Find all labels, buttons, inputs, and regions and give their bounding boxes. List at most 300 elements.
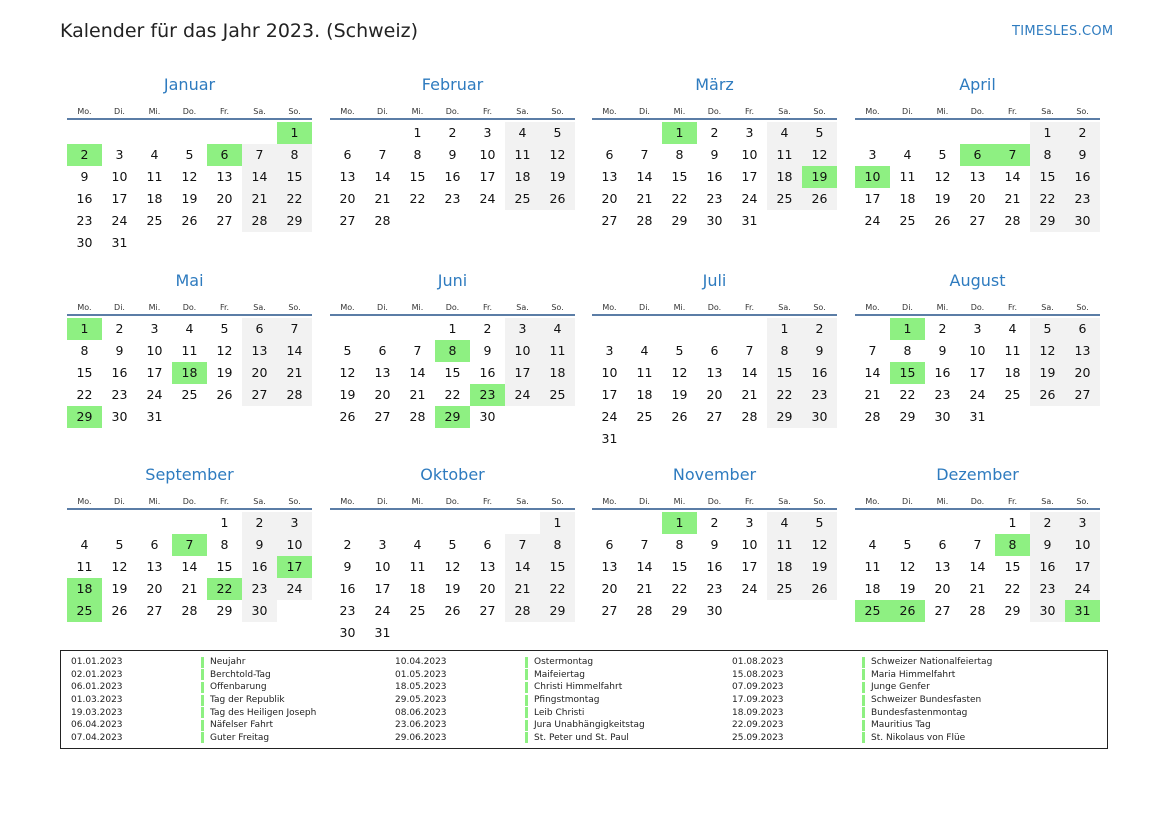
weekday-label: So. — [813, 303, 826, 312]
day-cell: 29 — [540, 600, 575, 622]
holiday-day-cell: 10 — [855, 166, 890, 188]
day-cell: 10 — [741, 147, 758, 162]
legend-date: 08.06.2023 — [395, 707, 447, 718]
day-cell: 10 — [969, 343, 986, 358]
day-cell: 20 — [242, 362, 277, 384]
day-cell: 31 — [601, 431, 618, 446]
day-cell: 9 — [1065, 144, 1100, 166]
weekday-label: Do. — [445, 497, 460, 506]
holiday-day-cell: 25 — [67, 600, 102, 622]
legend-holiday-name: Pfingstmontag — [534, 695, 600, 706]
day-cell: 27 — [216, 213, 233, 228]
day-cell: 4 — [413, 537, 422, 552]
day-cell: 8 — [413, 147, 422, 162]
holiday-day-cell: 2 — [67, 144, 102, 166]
weekday-label: Sa. — [253, 107, 266, 116]
weekday-header — [855, 486, 1100, 510]
empty-cell — [172, 122, 207, 144]
legend-date: 23.06.2023 — [395, 720, 447, 731]
day-cell: 17 — [864, 191, 881, 206]
month-name: Dezember — [936, 465, 1019, 484]
day-cell: 5 — [343, 343, 352, 358]
day-cell: 31 — [146, 409, 163, 424]
weekday-label: Mi. — [411, 107, 424, 116]
day-cell: 24 — [864, 213, 881, 228]
day-cell: 7 — [378, 147, 387, 162]
legend-row — [395, 656, 645, 669]
day-cell: 7 — [505, 534, 540, 556]
day-cell: 14 — [1004, 169, 1021, 184]
day-cell: 5 — [540, 122, 575, 144]
holiday-day-cell: 19 — [802, 166, 837, 188]
day-cell: 30 — [706, 603, 723, 618]
month-name: November — [672, 465, 757, 484]
day-cell: 17 — [969, 365, 986, 380]
day-grid — [592, 318, 837, 450]
day-grid — [855, 318, 1100, 428]
weekday-label: So. — [551, 303, 564, 312]
day-cell: 30 — [934, 409, 951, 424]
day-cell: 16 — [1065, 166, 1100, 188]
weekday-label: Do. — [445, 107, 460, 116]
day-cell: 3 — [745, 125, 754, 140]
weekday-label: So. — [1076, 497, 1089, 506]
day-cell: 29 — [277, 210, 312, 232]
day-cell: 29 — [767, 406, 802, 428]
weekday-label: Fr. — [1007, 303, 1018, 312]
empty-cell — [627, 318, 662, 340]
weekday-label: Do. — [445, 303, 460, 312]
day-cell: 1 — [220, 515, 229, 530]
holiday-day-cell: 31 — [1065, 600, 1100, 622]
weekday-label: Mo. — [865, 497, 880, 506]
day-cell: 15 — [671, 559, 688, 574]
day-cell: 9 — [242, 534, 277, 556]
holiday-day-cell: 1 — [890, 318, 925, 340]
day-cell: 2 — [483, 321, 492, 336]
day-cell: 14 — [242, 166, 277, 188]
weekday-header — [592, 96, 837, 120]
day-cell: 21 — [277, 362, 312, 384]
day-cell: 20 — [601, 581, 618, 596]
day-cell: 21 — [864, 387, 881, 402]
day-cell: 24 — [601, 409, 618, 424]
day-cell: 9 — [802, 340, 837, 362]
legend-holiday-name: Näfelser Fahrt — [210, 720, 274, 731]
day-cell: 2 — [115, 321, 124, 336]
day-cell: 13 — [242, 340, 277, 362]
weekday-label: Sa. — [253, 497, 266, 506]
day-cell: 31 — [969, 409, 986, 424]
day-cell: 12 — [802, 144, 837, 166]
day-cell: 22 — [1004, 581, 1021, 596]
day-cell: 12 — [111, 559, 128, 574]
day-cell: 6 — [938, 537, 947, 552]
legend-holiday-name: Tag der Republik — [210, 695, 285, 706]
day-cell: 14 — [741, 365, 758, 380]
day-cell: 25 — [409, 603, 426, 618]
legend-row — [395, 681, 645, 694]
legend-date: 01.01.2023 — [71, 657, 123, 668]
empty-cell — [330, 122, 365, 144]
holiday-marker-icon — [862, 707, 865, 718]
weekday-label: Mi. — [411, 303, 424, 312]
holiday-marker-icon — [525, 669, 528, 680]
day-cell: 11 — [767, 144, 802, 166]
weekday-label: Fr. — [482, 303, 493, 312]
day-cell: 22 — [444, 387, 461, 402]
weekday-label: Fr. — [1007, 107, 1018, 116]
weekday-label: Di. — [377, 107, 388, 116]
holiday-marker-icon — [862, 732, 865, 743]
day-cell: 4 — [540, 318, 575, 340]
day-cell: 28 — [277, 384, 312, 406]
legend-holiday-name: Tag des Heiligen Joseph — [210, 707, 317, 718]
weekday-label: Fr. — [219, 107, 230, 116]
day-cell: 13 — [374, 365, 391, 380]
empty-cell — [330, 318, 365, 340]
day-cell: 18 — [409, 581, 426, 596]
weekday-label: Mo. — [602, 497, 617, 506]
empty-cell — [137, 512, 172, 534]
day-cell: 30 — [802, 406, 837, 428]
day-cell: 16 — [76, 191, 93, 206]
weekday-label: Mo. — [602, 303, 617, 312]
weekday-label: Mi. — [148, 107, 161, 116]
legend-holiday-name: Leib Christi — [534, 707, 585, 718]
day-cell: 2 — [343, 537, 352, 552]
weekday-label: Do. — [707, 303, 722, 312]
weekday-label: Di. — [639, 107, 650, 116]
day-cell: 19 — [216, 365, 233, 380]
holiday-marker-icon — [525, 682, 528, 693]
day-cell: 7 — [640, 537, 649, 552]
day-cell: 16 — [934, 365, 951, 380]
weekday-label: So. — [551, 107, 564, 116]
day-cell: 26 — [444, 603, 461, 618]
day-cell: 4 — [505, 122, 540, 144]
day-cell: 20 — [969, 191, 986, 206]
weekday-label: Mi. — [936, 497, 949, 506]
day-cell: 6 — [378, 343, 387, 358]
weekday-label: Do. — [970, 497, 985, 506]
weekday-label: So. — [288, 107, 301, 116]
day-cell: 3 — [973, 321, 982, 336]
holiday-marker-icon — [862, 695, 865, 706]
day-cell: 23 — [339, 603, 356, 618]
day-cell: 20 — [479, 581, 496, 596]
empty-cell — [137, 122, 172, 144]
empty-cell — [592, 122, 627, 144]
day-cell: 28 — [636, 603, 653, 618]
empty-cell — [960, 512, 995, 534]
day-cell: 3 — [868, 147, 877, 162]
holiday-day-cell: 18 — [172, 362, 207, 384]
day-cell: 28 — [374, 213, 391, 228]
day-cell: 22 — [540, 578, 575, 600]
empty-cell — [400, 318, 435, 340]
month-name: Juli — [702, 271, 727, 290]
day-cell: 28 — [409, 409, 426, 424]
day-cell: 18 — [864, 581, 881, 596]
day-grid — [592, 122, 837, 232]
day-cell: 7 — [277, 318, 312, 340]
day-cell: 27 — [601, 603, 618, 618]
weekday-label: Di. — [639, 497, 650, 506]
day-cell: 19 — [802, 556, 837, 578]
day-grid — [592, 512, 837, 622]
legend-column — [732, 656, 992, 744]
day-cell: 21 — [969, 581, 986, 596]
month-name: August — [949, 271, 1006, 290]
day-cell: 18 — [505, 166, 540, 188]
day-cell: 30 — [706, 213, 723, 228]
day-cell: 5 — [115, 537, 124, 552]
holiday-marker-icon — [525, 732, 528, 743]
day-cell: 15 — [409, 169, 426, 184]
day-cell: 22 — [409, 191, 426, 206]
day-cell: 12 — [216, 343, 233, 358]
day-cell: 13 — [216, 169, 233, 184]
empty-cell — [627, 512, 662, 534]
day-cell: 31 — [111, 235, 128, 250]
legend-row — [71, 732, 316, 745]
day-cell: 18 — [767, 166, 802, 188]
day-cell: 7 — [868, 343, 877, 358]
day-cell: 2 — [710, 515, 719, 530]
day-cell: 11 — [146, 169, 163, 184]
holiday-day-cell: 7 — [995, 144, 1030, 166]
legend-date: 10.04.2023 — [395, 657, 447, 668]
legend-row — [732, 694, 992, 707]
empty-cell — [435, 512, 470, 534]
legend-date: 19.03.2023 — [71, 707, 123, 718]
day-cell: 11 — [864, 559, 881, 574]
weekday-label: So. — [288, 497, 301, 506]
day-cell: 31 — [741, 213, 758, 228]
day-cell: 4 — [868, 537, 877, 552]
legend-row — [395, 706, 645, 719]
weekday-label: Sa. — [516, 303, 529, 312]
day-grid — [855, 512, 1100, 622]
holiday-marker-icon — [862, 669, 865, 680]
day-cell: 30 — [111, 409, 128, 424]
holiday-day-cell: 8 — [995, 534, 1030, 556]
day-cell: 12 — [671, 365, 688, 380]
empty-cell — [330, 512, 365, 534]
day-cell: 9 — [343, 559, 352, 574]
legend-date: 01.03.2023 — [71, 695, 123, 706]
day-cell: 17 — [479, 169, 496, 184]
day-cell: 25 — [1004, 387, 1021, 402]
day-cell: 16 — [706, 169, 723, 184]
day-cell: 1 — [448, 321, 457, 336]
weekday-header — [330, 486, 575, 510]
day-cell: 9 — [115, 343, 124, 358]
holiday-day-cell: 1 — [662, 512, 697, 534]
holiday-marker-icon — [201, 682, 204, 693]
weekday-label: So. — [288, 303, 301, 312]
month-juni — [330, 270, 575, 428]
day-cell: 14 — [636, 169, 653, 184]
weekday-label: Sa. — [778, 107, 791, 116]
day-cell: 15 — [444, 365, 461, 380]
weekday-label: Fr. — [744, 497, 755, 506]
weekday-label: Di. — [377, 497, 388, 506]
day-cell: 21 — [1004, 191, 1021, 206]
day-cell: 29 — [216, 603, 233, 618]
holiday-marker-icon — [201, 720, 204, 731]
day-cell: 30 — [1030, 600, 1065, 622]
empty-cell — [365, 512, 400, 534]
day-grid — [330, 318, 575, 428]
day-cell: 16 — [339, 581, 356, 596]
legend-date: 29.06.2023 — [395, 732, 447, 743]
day-cell: 23 — [111, 387, 128, 402]
month-märz — [592, 74, 837, 232]
day-cell: 26 — [339, 409, 356, 424]
day-cell: 22 — [277, 188, 312, 210]
day-cell: 6 — [605, 147, 614, 162]
day-cell: 14 — [864, 365, 881, 380]
day-cell: 4 — [150, 147, 159, 162]
day-cell: 19 — [899, 581, 916, 596]
day-cell: 11 — [1004, 343, 1021, 358]
weekday-header — [330, 96, 575, 120]
weekday-label: Di. — [114, 303, 125, 312]
empty-cell — [855, 512, 890, 534]
weekday-label: Di. — [377, 303, 388, 312]
day-cell: 21 — [505, 578, 540, 600]
holiday-day-cell: 22 — [207, 578, 242, 600]
weekday-label: Do. — [707, 497, 722, 506]
legend-holiday-name: Christi Himmelfahrt — [534, 682, 623, 693]
day-cell: 19 — [934, 191, 951, 206]
month-name: Februar — [421, 75, 484, 94]
day-cell: 21 — [242, 188, 277, 210]
month-name: Oktober — [420, 465, 485, 484]
day-cell: 7 — [640, 147, 649, 162]
day-cell: 23 — [76, 213, 93, 228]
empty-cell — [365, 122, 400, 144]
weekday-header — [592, 292, 837, 316]
month-juli — [592, 270, 837, 450]
day-cell: 10 — [479, 147, 496, 162]
day-cell: 4 — [903, 147, 912, 162]
day-cell: 8 — [540, 534, 575, 556]
day-cell: 12 — [802, 534, 837, 556]
day-cell: 24 — [741, 581, 758, 596]
day-cell: 3 — [277, 512, 312, 534]
empty-cell — [67, 512, 102, 534]
day-cell: 28 — [242, 210, 277, 232]
day-cell: 17 — [146, 365, 163, 380]
day-cell: 2 — [802, 318, 837, 340]
day-cell: 28 — [505, 600, 540, 622]
day-cell: 11 — [181, 343, 198, 358]
day-cell: 13 — [706, 365, 723, 380]
day-cell: 12 — [540, 144, 575, 166]
day-cell: 15 — [671, 169, 688, 184]
weekday-header — [67, 96, 312, 120]
day-cell: 27 — [601, 213, 618, 228]
weekday-label: Mi. — [148, 497, 161, 506]
day-cell: 13 — [934, 559, 951, 574]
weekday-label: Do. — [970, 107, 985, 116]
holiday-day-cell: 6 — [207, 144, 242, 166]
day-cell: 27 — [146, 603, 163, 618]
empty-cell — [592, 318, 627, 340]
day-cell: 21 — [741, 387, 758, 402]
day-cell: 8 — [903, 343, 912, 358]
day-cell: 28 — [969, 603, 986, 618]
holiday-day-cell: 1 — [67, 318, 102, 340]
day-cell: 13 — [601, 559, 618, 574]
day-cell: 11 — [636, 365, 653, 380]
month-name: Juni — [437, 271, 468, 290]
legend-date: 22.09.2023 — [732, 720, 784, 731]
day-cell: 18 — [146, 191, 163, 206]
day-cell: 5 — [448, 537, 457, 552]
brand-link[interactable]: TIMESLES.COM — [1012, 24, 1114, 39]
day-cell: 25 — [540, 384, 575, 406]
weekday-label: Mi. — [148, 303, 161, 312]
legend-holiday-name: Bundesfastenmontag — [871, 707, 968, 718]
empty-cell — [732, 318, 767, 340]
day-cell: 6 — [343, 147, 352, 162]
day-cell: 26 — [111, 603, 128, 618]
weekday-label: Mi. — [673, 497, 686, 506]
weekday-label: So. — [813, 107, 826, 116]
day-cell: 15 — [76, 365, 93, 380]
weekday-label: Di. — [114, 497, 125, 506]
day-cell: 10 — [146, 343, 163, 358]
weekday-label: Sa. — [516, 107, 529, 116]
day-cell: 9 — [710, 147, 719, 162]
day-cell: 15 — [1030, 166, 1065, 188]
month-name: Mai — [175, 271, 204, 290]
legend-holiday-name: Schweizer Nationalfeiertag — [871, 657, 993, 668]
legend-date: 06.04.2023 — [71, 720, 123, 731]
day-cell: 20 — [706, 387, 723, 402]
month-name: April — [959, 75, 996, 94]
empty-cell — [505, 512, 540, 534]
day-cell: 30 — [339, 625, 356, 640]
day-cell: 3 — [1065, 512, 1100, 534]
day-cell: 26 — [540, 188, 575, 210]
day-cell: 26 — [216, 387, 233, 402]
month-mai — [67, 270, 312, 428]
empty-cell — [890, 512, 925, 534]
day-cell: 21 — [181, 581, 198, 596]
day-cell: 14 — [505, 556, 540, 578]
day-cell: 17 — [601, 387, 618, 402]
empty-cell — [172, 512, 207, 534]
weekday-header — [855, 292, 1100, 316]
day-cell: 27 — [242, 384, 277, 406]
day-cell: 25 — [899, 213, 916, 228]
legend-date: 01.05.2023 — [395, 669, 447, 680]
day-cell: 8 — [1030, 144, 1065, 166]
day-cell: 20 — [339, 191, 356, 206]
day-cell: 27 — [339, 213, 356, 228]
empty-cell — [242, 122, 277, 144]
day-cell: 12 — [934, 169, 951, 184]
legend-row — [395, 719, 645, 732]
day-cell: 6 — [483, 537, 492, 552]
empty-cell — [470, 512, 505, 534]
day-cell: 19 — [444, 581, 461, 596]
